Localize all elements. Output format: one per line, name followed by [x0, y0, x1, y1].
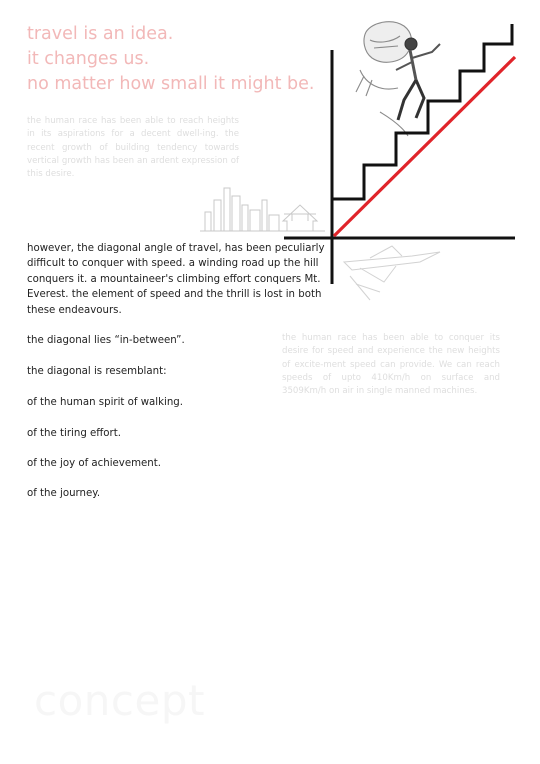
- intro-paragraph: the human race has been able to reach heights in its aspirations for a decent dwell-ing. the recent growth of building tendency towards vertical growth has been an ardent expression of this desire.: [27, 116, 239, 180]
- city-skyline-sketch: [200, 188, 325, 231]
- main-paragraph: however, the diagonal angle of travel, has been peculiarly difficult to conquer with speed. a winding road up the hill conquers it. a mountaineer's climbing effort conquers Mt. Everest. the element of speed and the thrill is lost in both these endeavours.: [27, 243, 325, 316]
- line-in-between: the diagonal lies “in-between”.: [27, 335, 185, 346]
- speed-paragraph: the human race has been able to conquer its desire for speed and experience the new heights of excite-ment speed can provide. We can reach speeds of upto 410Km/h on surface and 3509Km/h on air in single manned machines.: [282, 333, 500, 397]
- line-journey: of the journey.: [27, 488, 101, 499]
- staircase: [332, 24, 512, 199]
- diagonal-line: [334, 57, 515, 236]
- jet-sketch: [344, 246, 440, 300]
- line-effort: of the tiring effort.: [27, 428, 121, 439]
- line-joy: of the joy of achievement.: [27, 458, 161, 469]
- headline-line-2: it changes us.: [27, 49, 150, 69]
- footer-word: concept: [34, 676, 205, 725]
- headline-line-3: no matter how small it might be.: [27, 74, 315, 94]
- line-walking: of the human spirit of walking.: [27, 397, 184, 408]
- line-resemblant: the diagonal is resemblant:: [27, 366, 167, 377]
- headline-line-1: travel is an idea.: [27, 24, 174, 44]
